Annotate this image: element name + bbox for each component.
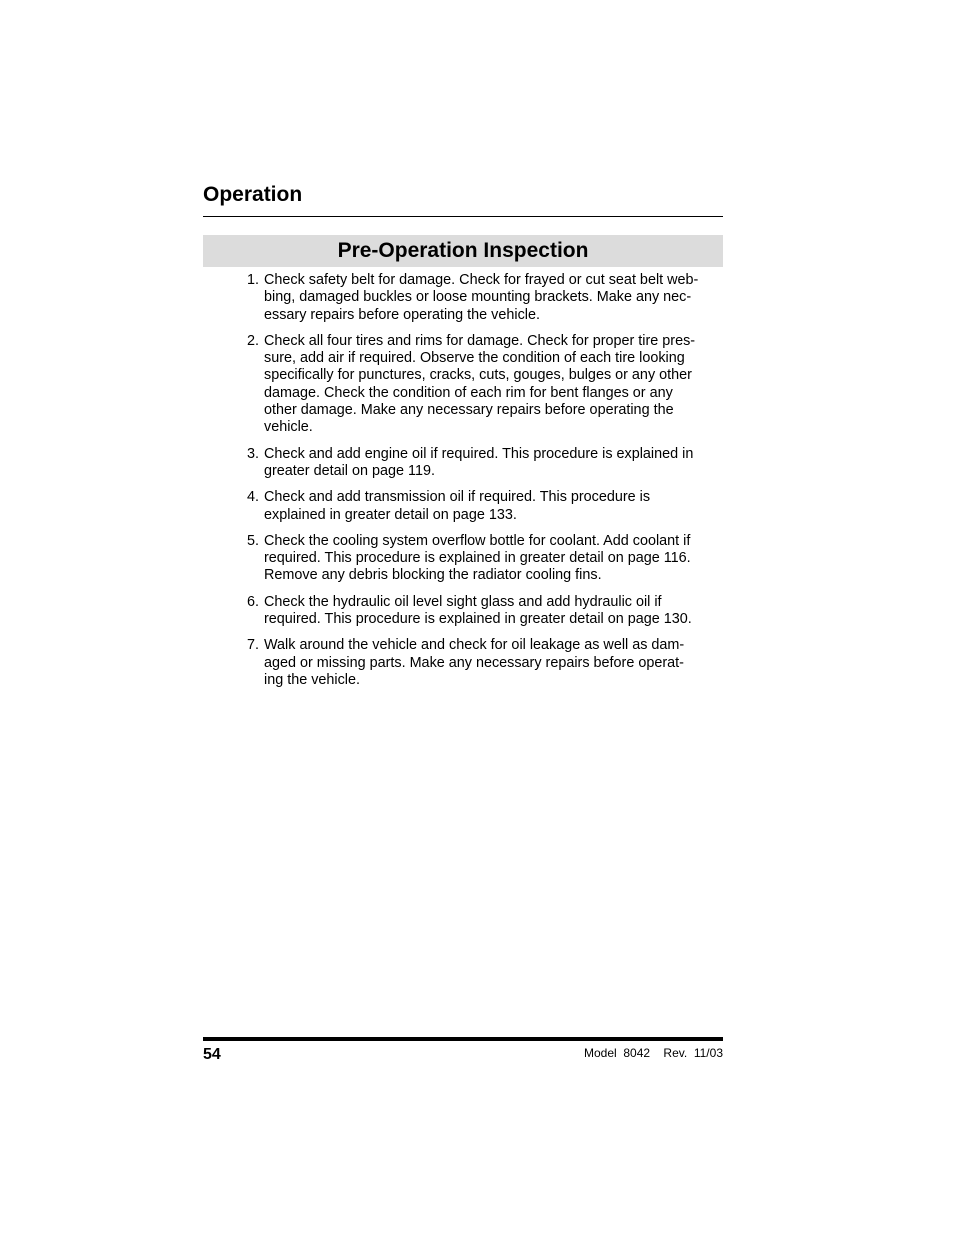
step-line: damage. Check the condition of each rim for bent flanges or any (264, 384, 673, 401)
step-line: ing the vehicle. (264, 671, 360, 688)
list-item (233, 489, 725, 524)
step-line: bing, damaged buckles or loose mounting brackets. Make any nec- (264, 289, 692, 306)
page-heading: Pre-Operation Inspection (337, 239, 589, 262)
step-line: Check the hydraulic oil level sight glass and add hydraulic oil if (264, 593, 662, 610)
inspection-steps-list (233, 272, 725, 698)
list-item (233, 533, 725, 585)
step-number: 1. (246, 272, 259, 288)
section-divider (203, 216, 723, 217)
step-text (264, 533, 725, 585)
step-number: 4. (246, 489, 259, 506)
footer-model-revision: Model 8042 Rev. 11/03 (584, 1046, 723, 1060)
step-line: sure, add air if required. Observe the condition of each tire looking (264, 350, 685, 367)
step-line: Walk around the vehicle and check for oil leakage as well as dam- (264, 637, 685, 654)
step-number: 3. (246, 445, 259, 462)
step-line: Check the cooling system overflow bottle for coolant. Add coolant if (264, 532, 691, 549)
list-item (233, 272, 725, 324)
step-line: explained in greater detail on page 133. (264, 506, 517, 523)
list-item (233, 333, 725, 437)
list-item (233, 594, 725, 629)
step-line: Remove any debris blocking the radiator cooling fins. (264, 567, 602, 584)
step-number: 7. (246, 637, 259, 654)
step-line: aged or missing parts. Make any necessary repairs before operat- (264, 654, 684, 671)
step-line: Check safety belt for damage. Check for frayed or cut seat belt web- (264, 272, 699, 288)
step-number: 5. (246, 532, 259, 549)
step-line: other damage. Make any necessary repairs before operating the (264, 402, 674, 419)
step-line: Check and add engine oil if required. This procedure is explained in (264, 445, 694, 462)
step-line: Check and add transmission oil if required. This procedure is (264, 489, 651, 506)
step-number: 6. (246, 593, 259, 610)
step-text (264, 637, 725, 689)
step-text (264, 594, 725, 629)
page-number: 54 (203, 1046, 221, 1063)
step-line: specifically for punctures, cracks, cuts, gouges, bulges or any other (264, 367, 692, 384)
list-item (233, 637, 725, 689)
step-line: vehicle. (264, 419, 313, 436)
list-item (233, 446, 725, 481)
step-text (264, 446, 725, 481)
step-text (264, 489, 725, 524)
step-line: essary repairs before operating the vehicle. (264, 306, 540, 323)
section-title: Operation (203, 183, 303, 206)
step-line: required. This procedure is explained in greater detail on page 130. (264, 611, 692, 628)
step-line: required. This procedure is explained in greater detail on page 116. (264, 550, 691, 567)
step-text (264, 272, 725, 324)
step-line: Check all four tires and rims for damage. Check for proper tire pres- (264, 332, 696, 349)
footer-divider (203, 1037, 723, 1041)
step-number: 2. (246, 332, 259, 349)
step-text (264, 333, 725, 437)
step-line: greater detail on page 119. (264, 462, 435, 479)
heading-band (203, 235, 723, 267)
